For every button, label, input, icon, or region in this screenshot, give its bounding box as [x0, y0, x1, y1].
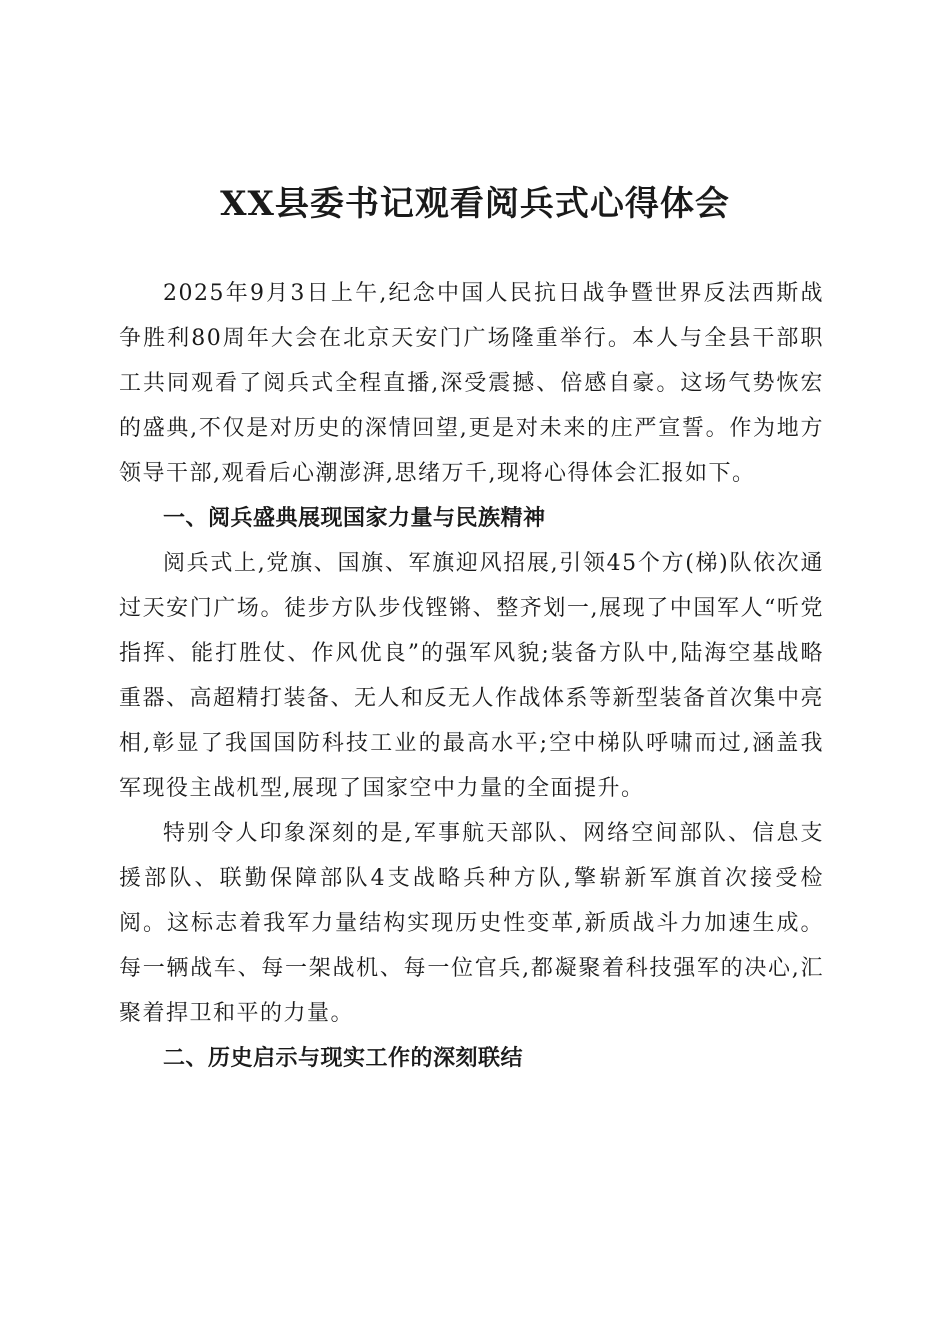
section-1-paragraph-2: 特别令人印象深刻的是,军事航天部队、网络空间部队、信息支援部队、联勤保障部队4支战略兵种方队,擎崭新军旗首次接受检阅。这标志着我军力量结构实现历史性变革,新质战斗力加速生成。每一辆战车、每一架战机、每一位官兵,都凝聚着科技强军的决心,汇聚着捍卫和平的力量。	[119, 821, 824, 1026]
intro-paragraph: 2025年9月3日上午,纪念中国人民抗日战争暨世界反法西斯战争胜利80周年大会在北京天安门广场隆重举行。本人与全县干部职工共同观看了阅兵式全程直播,深受震撼、倍感自豪。这场气势恢宏的盛典,不仅是对历史的深情回望,更是对未来的庄严宣誓。作为地方领导干部,观看后心潮澎湃,思绪万千,现将心得体会汇报如下。	[119, 281, 824, 486]
section-heading-1: 一、阅兵盛典展现国家力量与民族精神	[163, 506, 546, 531]
document-body	[119, 271, 824, 1081]
section-heading-2: 二、历史启示与现实工作的深刻联结	[163, 1046, 524, 1071]
document-title: XX县委书记观看阅兵式心得体会	[220, 184, 730, 224]
section-1-paragraph-1: 阅兵式上,党旗、国旗、军旗迎风招展,引领45个方(梯)队依次通过天安门广场。徒步方队步伐铿锵、整齐划一,展现了中国军人“听党指挥、能打胜仗、作风优良”的强军风貌;装备方队中,陆海空基战略重器、高超精打装备、无人和反无人作战体系等新型装备首次集中亮相,彰显了我国国防科技工业的最高水平;空中梯队呼啸而过,涵盖我军现役主战机型,展现了国家空中力量的全面提升。	[119, 551, 825, 801]
